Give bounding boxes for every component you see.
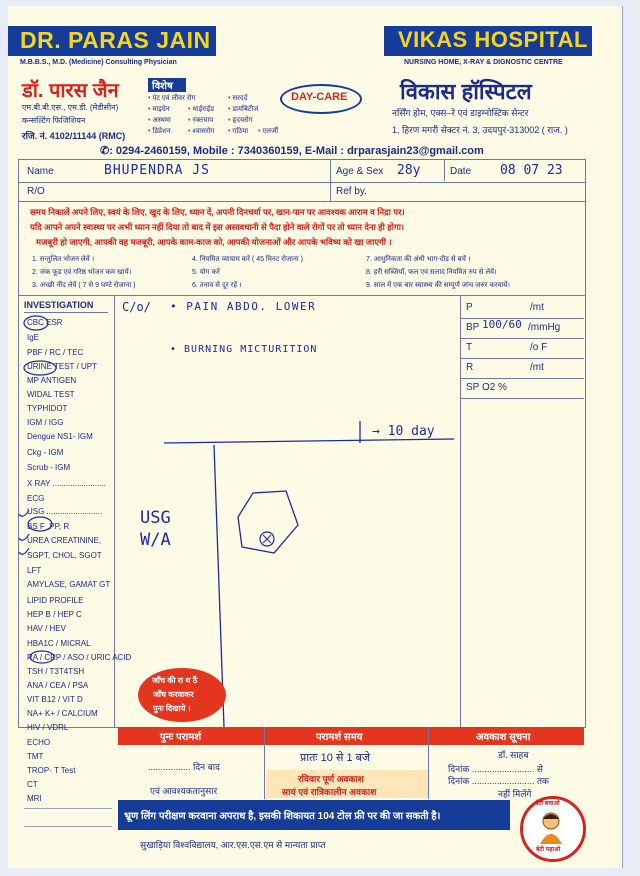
investigation-title: INVESTIGATION xyxy=(24,300,94,310)
bp-value: 100/60 xyxy=(482,318,522,331)
investigation-item: IGM / IGG xyxy=(27,418,64,427)
investigation-item: Dengue NS1- IGM xyxy=(27,432,93,441)
timing-value: प्रातः 10 से 1 बजे xyxy=(300,752,371,764)
investigation-item: IgE xyxy=(27,333,40,342)
patient-age: 28y xyxy=(397,163,421,178)
leave-unavailable: नहीं मिलेंगे xyxy=(498,789,532,799)
leave-from: दिनांक ......................... से xyxy=(448,764,543,774)
usg-note-1: USG xyxy=(140,508,171,528)
sunday-holiday: रविवार पूर्ण अवकाश xyxy=(298,774,364,784)
bubble-line-3: पुनः दिखाये । xyxy=(153,704,191,713)
investigation-item: PBF / RC / TEC xyxy=(27,348,84,357)
complaint-prefix: C/o/ xyxy=(122,300,151,314)
logo-text-bottom: बेटी पढ़ाओ xyxy=(536,847,561,853)
revisit-title: पुनः परामर्श xyxy=(160,732,202,743)
investigation-item: ANA / CEA / PSA xyxy=(27,681,89,690)
investigation-item: MP ANTIGEN xyxy=(27,376,77,385)
ro-row xyxy=(18,181,586,202)
doctor-name-en: DR. PARAS JAIN xyxy=(20,27,211,53)
investigation-item: LFT xyxy=(27,566,42,575)
pcpndt-text: भ्रूण लिंग परीक्षण करवाना अपराध है, इसकी शिकायत 104 टोल फ्री पर की जा सकती है। xyxy=(124,811,441,822)
affiliation: सुखाड़िया विश्वविद्यालय, आर.एस.एस.एम से मान्यता प्राप्त xyxy=(140,840,326,850)
date-label: Date xyxy=(450,166,472,177)
resp-label: R xyxy=(466,362,474,373)
ref-label: Ref by. xyxy=(336,186,367,197)
revisit-need: एवं आवश्यकतानुसार xyxy=(150,786,218,796)
tip-7: 7. आधुनिकता की अंधी भाग-दौड़ से बचें । xyxy=(366,256,471,263)
special-title: विशेष xyxy=(152,81,173,92)
investigation-item: HAV / HEV xyxy=(27,624,66,633)
tip-4: 4. नियमित व्यायाम करें ( 45 मिनट रोजाना ) xyxy=(192,256,303,263)
investigation-item: VIT B12 / VIT D xyxy=(27,695,83,704)
investigation-item: TMT xyxy=(27,752,44,761)
investigation-item: LIPID PROFILE xyxy=(27,596,84,605)
spo2-label: SP O2 % xyxy=(466,382,507,393)
hospital-sub-en: NURSING HOME, X-RAY & DIGNOSTIC CENTRE xyxy=(404,59,563,66)
pulse-unit: /mt xyxy=(530,302,544,313)
tip-8: 8. हरी सब्जियाँ, फल एवं सलाद नियमित रुप से लेवें। xyxy=(366,269,497,276)
investigation-item: AMYLASE, GAMAT GT xyxy=(27,580,111,589)
investigation-item: CBC ESR xyxy=(27,318,63,327)
tip-6: 6. तनाव से दूर रहें । xyxy=(192,282,242,289)
tip-3: 3. अच्छी नींद लेवें ( 7 से 9 घण्टे रोजाना ) xyxy=(32,282,136,289)
bp-label: BP xyxy=(466,322,480,333)
investigation-item: CT xyxy=(27,780,38,789)
bubble-line-2: जाँच करवाकर xyxy=(153,690,194,699)
investigation-item: TYPHIDOT xyxy=(27,404,68,413)
investigation-item: USG ......................... xyxy=(27,507,103,516)
leave-title: अवकाश सूचना xyxy=(476,732,531,743)
hospital-address: 1, हिरण मगरी सेक्टर नं. 3, उदयपुर-313002 ( राज. ) xyxy=(392,125,568,135)
daycare-label: DAY-CARE xyxy=(291,91,348,103)
resp-unit: /mt xyxy=(530,362,544,373)
tip-2: 2. जंक फूड एवं गरिष्ठ भोजन कम खायें। xyxy=(32,269,132,276)
complaint-line-2: • BURNING MICTURITION xyxy=(170,344,318,355)
bubble-line-1: जाँच की रा थ ठैं xyxy=(152,676,198,685)
investigation-marks xyxy=(14,312,114,682)
vitals-divider xyxy=(460,295,461,727)
hospital-name-hi: विकास हॉस्पिटल xyxy=(400,79,532,104)
timing-title: परामर्श समय xyxy=(316,732,363,743)
leave-to: दिनांक ......................... तक xyxy=(448,776,549,786)
investigation-item: BS F ,PP, R xyxy=(27,522,70,531)
investigation-item: Ckg - IGM xyxy=(27,448,64,457)
investigation-item: WIDAL TEST xyxy=(27,390,75,399)
temp-unit: /o F xyxy=(530,342,548,353)
bp-unit: /mmHg xyxy=(528,322,561,333)
tip-9: 9. साल में एक बार स्वास्थ्य की सम्पूर्ण जांच जरुर करवायें। xyxy=(366,282,510,289)
doctor-registration: रजि. नं. 4102/11144 (RMC) xyxy=(22,131,126,141)
investigation-item: X RAY ........................ xyxy=(27,479,106,488)
investigation-item: HIV / VDRL xyxy=(27,723,69,732)
advice-line-1: समय निकालें अपने लिए, स्वयं के लिए, खुद के लिए, ध्यान दें, अपनी दिनचर्या पर, खान-पान पर आवश्यक आराम व निद्रा पर। xyxy=(30,207,405,217)
hospital-name-en: VIKAS HOSPITAL xyxy=(398,27,588,52)
investigation-item: ECHO xyxy=(27,738,51,747)
evening-holiday: सायं एवं रात्रिकालीन अवकाश xyxy=(282,787,377,797)
investigation-item: Scrub - IGM xyxy=(27,463,71,472)
investigation-item: URINE TEST / UPT xyxy=(27,362,97,371)
investigation-item: TSH / T3T4TSH xyxy=(27,667,85,676)
complaint-duration: → 10 day xyxy=(372,424,435,439)
tip-1: 1. सन्तुलित भोजन लेवें । xyxy=(32,256,95,263)
patient-name: BHUPENDRA JS xyxy=(104,163,210,178)
doctor-degree-en: M.B.B.S., M.D. (Medicine) Consulting Physician xyxy=(20,59,177,66)
investigation-item: HEP B / HEP C xyxy=(27,610,82,619)
complaint-line-1: • PAIN ABDO. LOWER xyxy=(170,300,317,313)
age-sex-label: Age & Sex xyxy=(336,166,384,177)
temp-label: T xyxy=(466,342,473,353)
investigation-item: SGPT, CHOL, SGOT xyxy=(27,551,102,560)
revisit-days: ................. दिन बाद xyxy=(148,762,220,772)
investigation-item: UREA CREATININE, xyxy=(27,536,102,545)
logo-text-top: बेटी बचाओ xyxy=(535,801,560,807)
visit-date: 08 07 23 xyxy=(500,163,563,178)
doctor-degree-hi: एम.बी.बी.एस., एम.डी. (मेडीसीन) xyxy=(22,103,119,112)
contact-line: ✆: 0294-2460159, Mobile : 7340360159, E-Mail : drparasjain23@gmail.com xyxy=(100,145,484,157)
pulse-label: P xyxy=(466,302,473,313)
girl-figure-icon xyxy=(532,810,570,846)
investigation-item: ECG xyxy=(27,494,45,503)
doctor-name-hi: डॉ. पारस जैन xyxy=(22,80,119,102)
usg-note-2: W/A xyxy=(140,530,171,550)
handwritten-sketch xyxy=(114,295,460,727)
investigation-item: NA+ K+ / CALCIUM xyxy=(27,709,98,718)
investigation-item: HBA1C / MICRAL xyxy=(27,639,91,648)
advice-line-2: यदि आपने अपने स्वास्थ्य पर अभी ध्यान नहीं दिया तो बाद में इस असावधानी से पैदा होने वाले रोगों पर तो ध्यान देना ही होगा। xyxy=(30,222,405,232)
advice-line-3: मजबूरी हो जाएगी, आपकी वह मजबूरी, आपके काम-काज को, आपकी योजनाओं और आपके भविष्य को खा जाएगी । xyxy=(36,237,392,247)
ro-label: R/O xyxy=(27,186,45,197)
investigation-item: MRI xyxy=(27,794,42,803)
leave-doctor: डॉ. साहब xyxy=(498,750,529,760)
doctor-role-hi: कन्सल्टिंग फिजिशियन xyxy=(22,116,86,125)
investigation-item: TROP- T Test xyxy=(27,766,76,775)
tip-5: 5. योग करें xyxy=(192,269,220,276)
hospital-sub-hi: नर्सिंग होम, एक्स–रे एवं डाइग्नोस्टिक सेन्टर xyxy=(392,108,529,118)
investigation-item: RA / CRP / ASO / URIC ACID xyxy=(27,653,132,662)
name-label: Name xyxy=(27,166,54,177)
